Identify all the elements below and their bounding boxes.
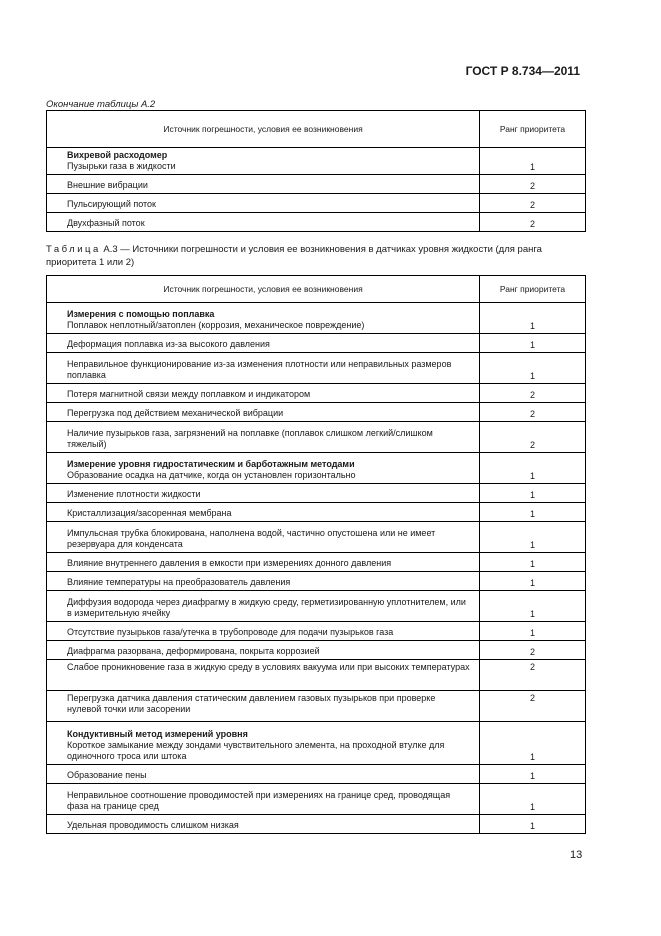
row-rank: 1 [480, 484, 586, 503]
row-rank: 1 [480, 784, 586, 815]
row-rank: 1 [480, 553, 586, 572]
row-text: Кристаллизация/засоренная мембрана [47, 503, 480, 522]
table-row [47, 641, 586, 660]
group-title: Измерения с помощью поплавка [67, 309, 215, 319]
table-row [47, 691, 586, 722]
table-row [47, 503, 586, 522]
table-row [47, 765, 586, 784]
table-row [47, 303, 586, 334]
table-a2 [46, 110, 586, 232]
row-text: Наличие пузырьков газа, загрязнений на поплавке (поплавок слишком легкий/слишком тяжелый) [47, 422, 480, 453]
row-text: Пульсирующий поток [47, 194, 480, 213]
table-row [47, 484, 586, 503]
row-rank: 1 [480, 303, 586, 334]
table-a2-caption: Окончание таблицы А.2 [46, 99, 156, 110]
table-row [47, 213, 586, 232]
table-row [47, 815, 586, 834]
table-row [47, 660, 586, 691]
table-row [47, 334, 586, 353]
table-row [47, 784, 586, 815]
row-rank: 2 [480, 194, 586, 213]
row-rank: 2 [480, 213, 586, 232]
table-a3 [46, 275, 586, 834]
table-row [47, 453, 586, 484]
row-text: Неправильное соотношение проводимостей при измерениях на границе сред, проводящая фаза на границе сред [47, 784, 480, 815]
row-text: Влияние внутреннего давления в емкости при измерениях донного давления [47, 553, 480, 572]
row-text: Влияние температуры на преобразователь давления [47, 572, 480, 591]
row-text: Диафрагма разорвана, деформирована, покрыта коррозией [47, 641, 480, 660]
row-rank: 1 [480, 522, 586, 553]
row-rank: 1 [480, 453, 586, 484]
table-row [47, 622, 586, 641]
row-rank: 1 [480, 722, 586, 765]
table-a3-caption [46, 244, 586, 269]
row-text: Короткое замыкание между зондами чувствительного элемента, на проходной втулке для одиночного троса или штока [67, 740, 445, 761]
row-rank: 1 [480, 503, 586, 522]
row-text: Потеря магнитной связи между поплавком и индикатором [47, 384, 480, 403]
table-row [47, 194, 586, 213]
row-rank: 1 [480, 148, 586, 175]
row-rank: 2 [480, 422, 586, 453]
row-rank: 1 [480, 765, 586, 784]
row-rank: 1 [480, 353, 586, 384]
row-rank: 2 [480, 660, 586, 691]
table-row [47, 403, 586, 422]
row-rank: 1 [480, 622, 586, 641]
group-title: Измерение уровня гидростатическим и барботажным методами [67, 459, 355, 469]
table-row [47, 175, 586, 194]
row-text: Импульсная трубка блокирована, наполнена водой, частично опустошена или не имеет резервуара для конденсата [47, 522, 480, 553]
row-text: Внешние вибрации [47, 175, 480, 194]
group-title: Кондуктивный метод измерений уровня [67, 729, 248, 739]
row-text: Слабое проникновение газа в жидкую среду в условиях вакуума или при высоких температурах [47, 660, 480, 691]
row-text: Пузырьки газа в жидкости [67, 161, 176, 171]
row-rank: 2 [480, 641, 586, 660]
row-rank: 1 [480, 572, 586, 591]
table-row [47, 422, 586, 453]
table-row [47, 353, 586, 384]
row-text: Поплавок неплотный/затоплен (коррозия, механическое повреждение) [67, 320, 365, 330]
column-header-source: Источник погрешности, условия ее возникновения [47, 276, 480, 303]
row-text: Отсутствие пузырьков газа/утечка в трубопроводе для подачи пузырьков газа [47, 622, 480, 641]
group-title: Вихревой расходомер [67, 150, 168, 160]
table-row [47, 522, 586, 553]
table-row [47, 148, 586, 175]
row-text: Диффузия водорода через диафрагму в жидкую среду, герметизированную уплотнителем, или в измерительную ячейку [47, 591, 480, 622]
table-row [47, 553, 586, 572]
column-header-rank: Ранг приоритета [480, 276, 586, 303]
row-text: Образование осадка на датчике, когда он установлен горизонтально [67, 470, 356, 480]
row-rank: 1 [480, 591, 586, 622]
row-text: Образование пены [47, 765, 480, 784]
row-rank: 2 [480, 384, 586, 403]
row-rank: 1 [480, 334, 586, 353]
row-rank: 2 [480, 403, 586, 422]
table-row [47, 384, 586, 403]
column-header-source: Источник погрешности, условия ее возникновения [47, 111, 480, 148]
row-text: Перегрузка датчика давления статическим давлением газовых пузырьков при проверке нулевой точки или засорении [47, 691, 480, 722]
row-text: Неправильное функционирование из-за изменения плотности или неправильных размеров поплавка [47, 353, 480, 384]
table-label: Таблица [46, 244, 101, 255]
document-id: ГОСТ Р 8.734—2011 [465, 64, 580, 78]
row-rank: 2 [480, 175, 586, 194]
row-text: Перегрузка под действием механической вибрации [47, 403, 480, 422]
table-row [47, 591, 586, 622]
row-text: Удельная проводимость слишком низкая [47, 815, 480, 834]
row-text: Двухфазный поток [47, 213, 480, 232]
table-a3-caption-text: А.3 — Источники погрешности и условия ее возникновения в датчиках уровня жидкости (для ранга приоритета 1 или 2) [46, 244, 542, 268]
table-row [47, 572, 586, 591]
column-header-rank: Ранг приоритета [480, 111, 586, 148]
row-text: Изменение плотности жидкости [47, 484, 480, 503]
table-row [47, 722, 586, 765]
page-number: 13 [570, 849, 583, 861]
row-rank: 2 [480, 691, 586, 722]
row-rank: 1 [480, 815, 586, 834]
row-text: Деформация поплавка из-за высокого давления [47, 334, 480, 353]
